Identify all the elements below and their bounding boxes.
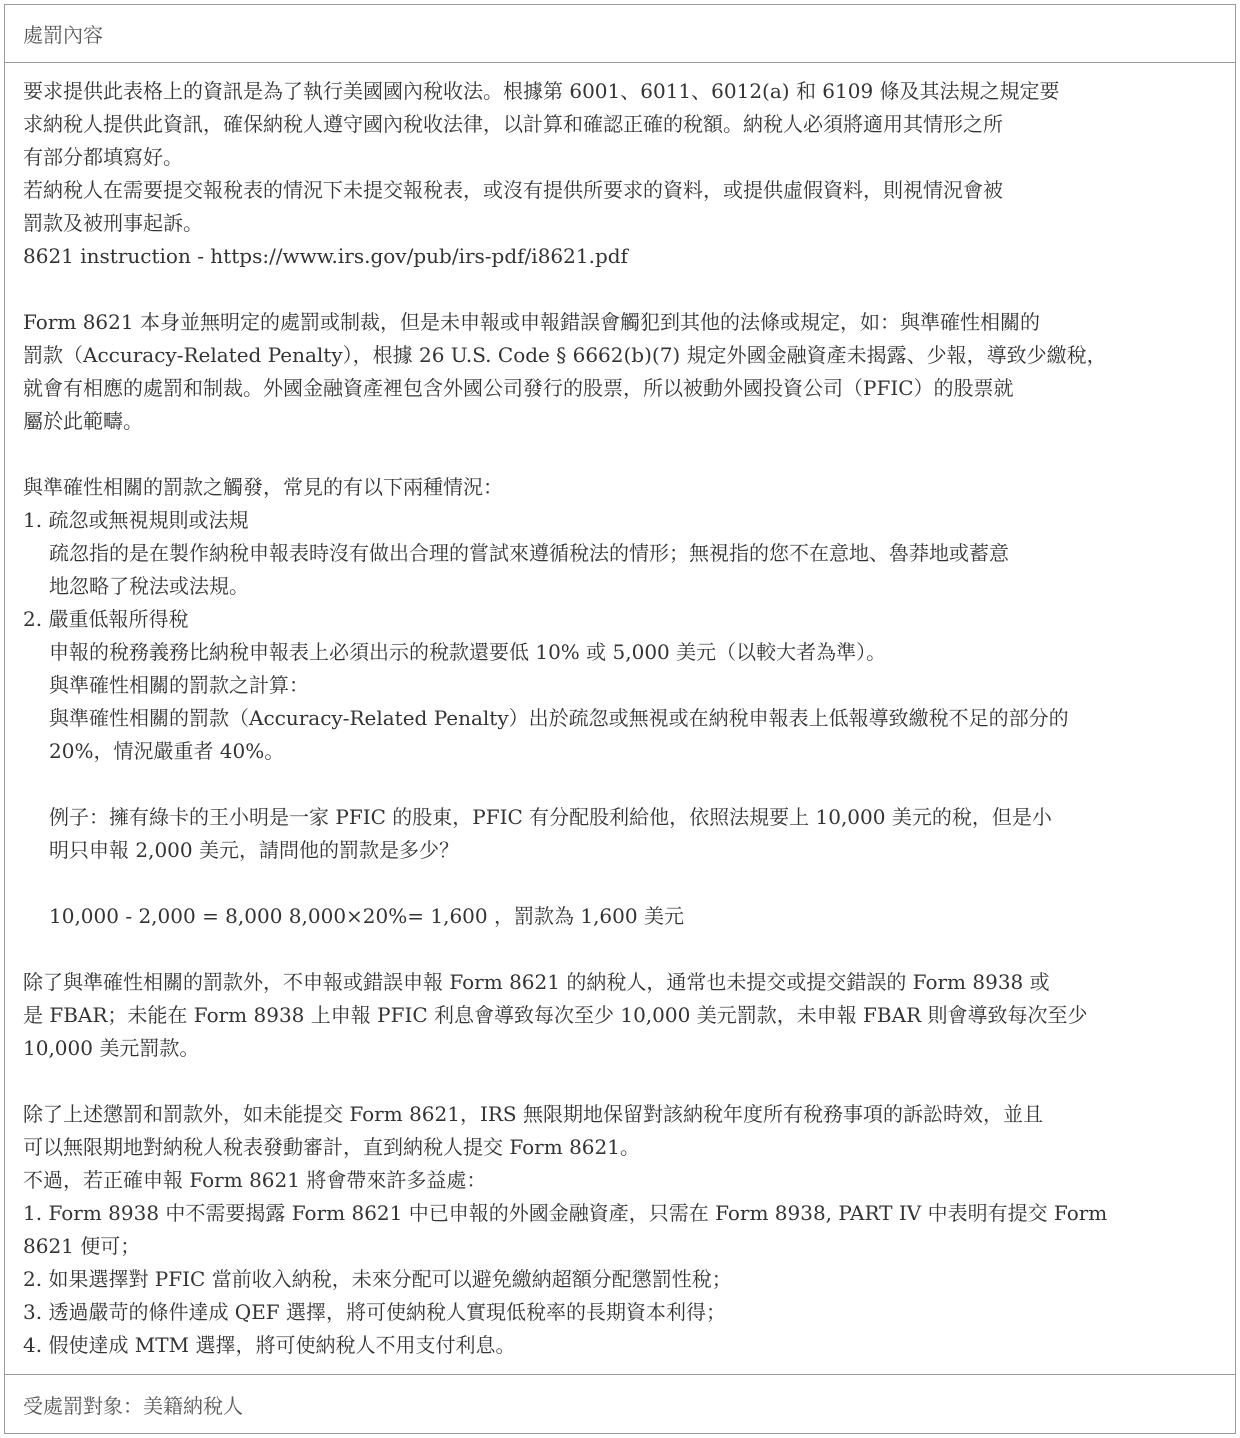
text-line: 2. 如果選擇對 PFIC 當前收入納稅，未來分配可以避免繳納超額分配懲罰性稅； xyxy=(23,1267,732,1291)
text-line: 要求提供此表格上的資訊是為了執行美國國內稅收法。根據第 6001、6011、6012(a) 和 6109 條及其法規之規定要 xyxy=(23,79,1060,103)
text-line: 地忽略了稅法或法規。 xyxy=(49,574,249,598)
text-line: 有部分都填寫好。 xyxy=(23,145,183,169)
text-line: 1. Form 8938 中不需要揭露 Form 8621 中已申報的外國金融資產，只需在 Form 8938, PART IV 中表明有提交 Form xyxy=(23,1201,1108,1225)
text-line: 罰款及被刑事起訴。 xyxy=(23,211,203,235)
text-line: 申報的稅務義務比納稅申報表上必須出示的稅款還要低 10% 或 5,000 美元（以較大者為準）。 xyxy=(49,640,887,664)
blank-line xyxy=(23,438,1221,471)
text-line: 是 FBAR；未能在 Form 8938 上申報 PFIC 利息會導致每次至少 10,000 美元罰款，未申報 FBAR 則會導致每次至少 xyxy=(23,1003,1088,1027)
blank-line xyxy=(23,1065,1221,1098)
text-line: 可以無限期地對納稅人稅表發動審計，直到納稅人提交 Form 8621。 xyxy=(23,1135,640,1159)
text-line: 不過，若正確申報 Form 8621 將會帶來許多益處： xyxy=(23,1168,487,1192)
text-line: Form 8621 本身並無明定的處罰或制裁，但是未申報或申報錯誤會觸犯到其他的法條或規定，如：與準確性相關的 xyxy=(23,310,1040,334)
text-line: 明只申報 2,000 美元，請問他的罰款是多少？ xyxy=(49,838,459,862)
blank-line xyxy=(23,933,1221,966)
text-line: 與準確性相關的罰款之計算： xyxy=(49,673,309,697)
text-line: 疏忽指的是在製作納稅申報表時沒有做出合理的嘗試來遵循稅法的情形；無視指的您不在意地、魯莽地或蓄意 xyxy=(49,541,1009,565)
section-title: 處罰內容 xyxy=(23,23,103,47)
text-line: 求納稅人提供此資訊，確保納稅人遵守國內稅收法律，以計算和確認正確的稅額。納稅人必須將適用其情形之所 xyxy=(23,112,1003,136)
text-line: 8621 便可； xyxy=(23,1234,141,1258)
text-line: 10,000 - 2,000 = 8,000 8,000×20%= 1,600 ，罰款為 1,600 美元 xyxy=(49,904,684,928)
text-line: 屬於此範疇。 xyxy=(23,409,143,433)
text-line: 與準確性相關的罰款之觸發，常見的有以下兩種情況： xyxy=(23,475,503,499)
text-line: 例子：擁有綠卡的王小明是一家 PFIC 的股東，PFIC 有分配股利給他，依照法規要上 10,000 美元的稅，但是小 xyxy=(49,805,1052,829)
text-line: 就會有相應的處罰和制裁。外國金融資產裡包含外國公司發行的股票，所以被動外國投資公司（PFIC）的股票就 xyxy=(23,376,1014,400)
blank-line xyxy=(23,273,1221,306)
text-line: 除了與準確性相關的罰款外，不申報或錯誤申報 Form 8621 的納稅人，通常也未提交或提交錯誤的 Form 8938 或 xyxy=(23,970,1050,994)
penalty-content xyxy=(5,63,1235,1375)
section-header xyxy=(5,5,1235,63)
text-line: 8621 instruction - https://www.irs.gov/pub/irs-pdf/i8621.pdf xyxy=(23,244,628,268)
blank-line xyxy=(23,867,1221,900)
text-line: 罰款（Accuracy-Related Penalty），根據 26 U.S. Code § 6662(b)(7) 規定外國金融資產未揭露、少報，導致少繳稅， xyxy=(23,343,1107,367)
penalty-document xyxy=(4,4,1236,1434)
text-line: 若納稅人在需要提交報稅表的情況下未提交報稅表，或沒有提供所要求的資料，或提供虛假資料，則視情況會被 xyxy=(23,178,1003,202)
penalty-target: 受處罰對象：美籍納稅人 xyxy=(23,1393,243,1418)
text-line: 20%，情況嚴重者 40%。 xyxy=(49,739,285,763)
text-line: 除了上述懲罰和罰款外，如未能提交 Form 8621，IRS 無限期地保留對該納稅年度所有稅務事項的訴訟時效，並且 xyxy=(23,1102,1043,1126)
text-line: 2. 嚴重低報所得稅 xyxy=(23,607,189,631)
text-line: 4. 假使達成 MTM 選擇，將可使納稅人不用支付利息。 xyxy=(23,1333,516,1357)
blank-line xyxy=(23,768,1221,801)
text-line: 10,000 美元罰款。 xyxy=(23,1036,200,1060)
text-line: 3. 透過嚴苛的條件達成 QEF 選擇，將可使納稅人實現低稅率的長期資本利得； xyxy=(23,1300,727,1324)
text-line: 1. 疏忽或無視規則或法規 xyxy=(23,508,249,532)
section-footer xyxy=(5,1375,1235,1433)
text-line: 與準確性相關的罰款（Accuracy-Related Penalty）出於疏忽或無視或在納稅申報表上低報導致繳稅不足的部分的 xyxy=(49,706,1069,730)
